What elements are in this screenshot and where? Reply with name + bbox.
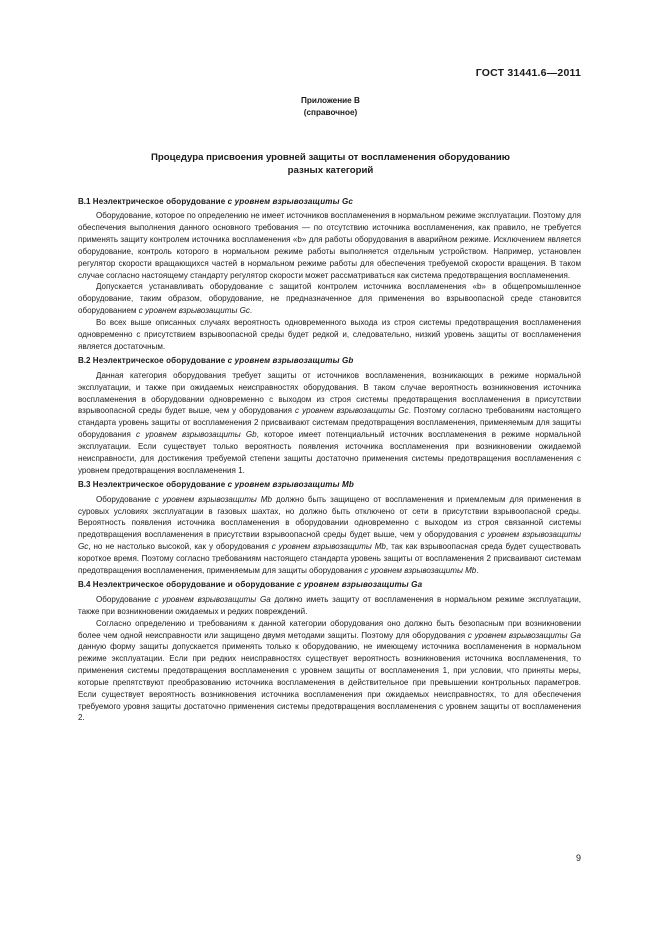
section-title-italic: с уровнем взрывозащиты Gb <box>227 355 354 365</box>
text-run: Данная категория оборудования требует защиты от источников воспламенения, возникающих в режиме нормальной эксплуатации, и также при ожидаемых неисправностях оборудования. В таком случае вероятность возникновения источника воспламенения в оборудовании одновременно с выходом из строя системы предотвращения воспламенения в присутствии взрывоопасной среды будет выше, чем у оборудования <box>78 370 581 416</box>
annex-kind: (справочное) <box>303 108 358 117</box>
section-number: В.4 <box>78 580 91 590</box>
section-title: Неэлектрическое оборудование <box>92 479 226 489</box>
paragraph <box>78 618 581 725</box>
text-run: , так как взрывоопасная среда будет существовать короткое время. Поэтому согласно требованиям настоящего стандарта уровень защиты от воспламенения 2 присваивают системам предотвращения воспламенения, применяемым для защиты оборудования <box>78 542 581 575</box>
italic-text-run: с уровнем взрывозащиты Mb <box>154 494 272 504</box>
title-line-2: разных категорий <box>287 164 374 176</box>
paragraph <box>78 594 581 618</box>
italic-text-run: с уровнем взрывозащиты Gc <box>138 306 250 316</box>
text-run: . <box>249 306 253 316</box>
text-run: Согласно определению и требованиям к данной категории оборудования оно должно быть безопасным при возникновении более чем одной неисправности или защищено двумя методами защиты. Поэтому для оборудования <box>78 618 581 640</box>
italic-text-run: с уровнем взрывозащиты Gc <box>78 530 581 552</box>
section-title-italic: с уровнем взрывозащиты Ga <box>296 580 423 590</box>
page-number: 9 <box>575 853 581 863</box>
standard-number: ГОСТ 31441.6—2011 <box>475 67 581 79</box>
section-title-italic: с уровнем взрывозащиты Mb <box>227 479 354 489</box>
text-run: данную форму защиты допускается применять только к оборудованию, не имеющему источника воспламенения в нормальном режиме эксплуатации. Если при редких неисправностях существует вероятность возникновения источника воспламенения, то применения системы предотвращения воспламенения с уровнем защиты от воспламенения 1, при условии, что приняты меры, которые препятствуют преобразованию источника воспламенения в действительное при превышении контрольных параметров. Если существует вероятность возникновения источника воспламенения при ожидаемых неисправностях, то для обеспечения требуемого уровня защиты достаточно применения системы предотвращения воспламенения с уровнем защиты от воспламенения 2. <box>78 642 581 723</box>
text-run: Оборудование <box>96 494 155 504</box>
annex-label: Приложение В <box>301 96 360 105</box>
section-title: Неэлектрическое оборудование и оборудование <box>92 580 295 590</box>
document-title <box>90 152 571 177</box>
text-run: , но не настолько высокой, как у оборудования <box>88 542 272 552</box>
section-b1-heading <box>78 196 581 208</box>
paragraph: Оборудование, которое по определению не имеет источников воспламенения в нормальном режиме эксплуатации. Поэтому для обеспечения выполнения данного основного требования — по отсутствию источника воспламенения, как правило, не требуется применять защиту контролем источника воспламенения «b» для работы оборудования в аварийном режиме. Исключением является оборудование, контроль которого в нормальном режиме работы выполняется отдельным устройством. Например, установлен регулятор скорости вращающихся частей в нормальном режиме работы для обеспечения требуемой скорости вращения. В таком случае согласно настоящему стандарту регулятор скорости может рассматриваться как система предотвращения воспламенения. <box>78 211 581 280</box>
text-run: должно иметь защиту от воспламенения в нормальном режиме эксплуатации, также при возникновении ожидаемых и редких повреждений. <box>78 595 581 616</box>
section-number: В.2 <box>78 355 91 365</box>
section-title: Неэлектрическое оборудование <box>92 355 226 365</box>
paragraph <box>78 281 581 317</box>
paragraph <box>78 370 581 477</box>
section-title-italic: с уровнем взрывозащиты Gc <box>227 196 354 206</box>
italic-text-run: с уровнем взрывозащиты Mb <box>271 542 386 552</box>
paragraph: Во всех выше описанных случаях вероятность одновременного выхода из строя системы предотвращения воспламенения одновременно с присутствием взрывоопасной среды будет редкой и, следовательно, низкий уровень защиты от воспламенения является достаточным. <box>78 317 581 351</box>
text-run: . Поэтому согласно требованиям настоящего стандарта уровень защиты от воспламенения 2 присваивают системам предотвращения воспламенения, применяемым для защиты оборудования <box>78 406 581 440</box>
text-run: , которое имеет потенциальный источник воспламенения в режиме нормальной эксплуатации. Если существует только вероятность появления источника воспламенения при возникновении ожидаемой неисправности, для достижения требуемой степени защиты достаточно применения системы предотвращения воспламенения с уровнем предотвращения воспламенения 1. <box>78 430 581 475</box>
italic-text-run: с уровнем взрывозащиты Gb <box>136 430 257 440</box>
italic-text-run: с уровнем взрывозащиты Mb <box>364 565 477 575</box>
section-title: Неэлектрическое оборудование <box>92 196 226 206</box>
section-number: В.3 <box>78 479 91 489</box>
section-number: В.1 <box>78 196 91 206</box>
text-run: должно быть защищено от воспламенения и приемлемым для применения в суровых условиях эксплуатации в газовых шахтах, но должно быть отключено от сети в присутствии взрывоопасной среды. Вероятность появления источника воспламенения в оборудовании одновременно с выходом из строя связанной системы предотвращения воспламенения в присутствии взрывоопасной среды будет выше, чем у оборудования <box>78 494 581 540</box>
section-b4-heading <box>78 579 581 591</box>
section-b2-heading <box>78 355 581 367</box>
section-b3-heading <box>78 479 581 491</box>
italic-text-run: с уровнем взрывозащиты Ga <box>154 595 271 604</box>
text-run: Допускается устанавливать оборудование с защитой контролем источника воспламенения «b» в общепромышленное оборудование, таким образом, оборудование, не предназначенное для применения во взрывоопасной среде становится оборудованием <box>78 282 581 316</box>
title-line-1: Процедура присвоения уровней защиты от воспламенения оборудованию <box>151 152 510 163</box>
text-run: . <box>476 565 479 575</box>
paragraph <box>78 494 581 577</box>
italic-text-run: с уровнем взрывозащиты Ga <box>467 630 581 640</box>
italic-text-run: с уровнем взрывозащиты Gc <box>295 406 409 416</box>
document-body <box>78 193 581 724</box>
text-run: Оборудование <box>96 595 155 604</box>
